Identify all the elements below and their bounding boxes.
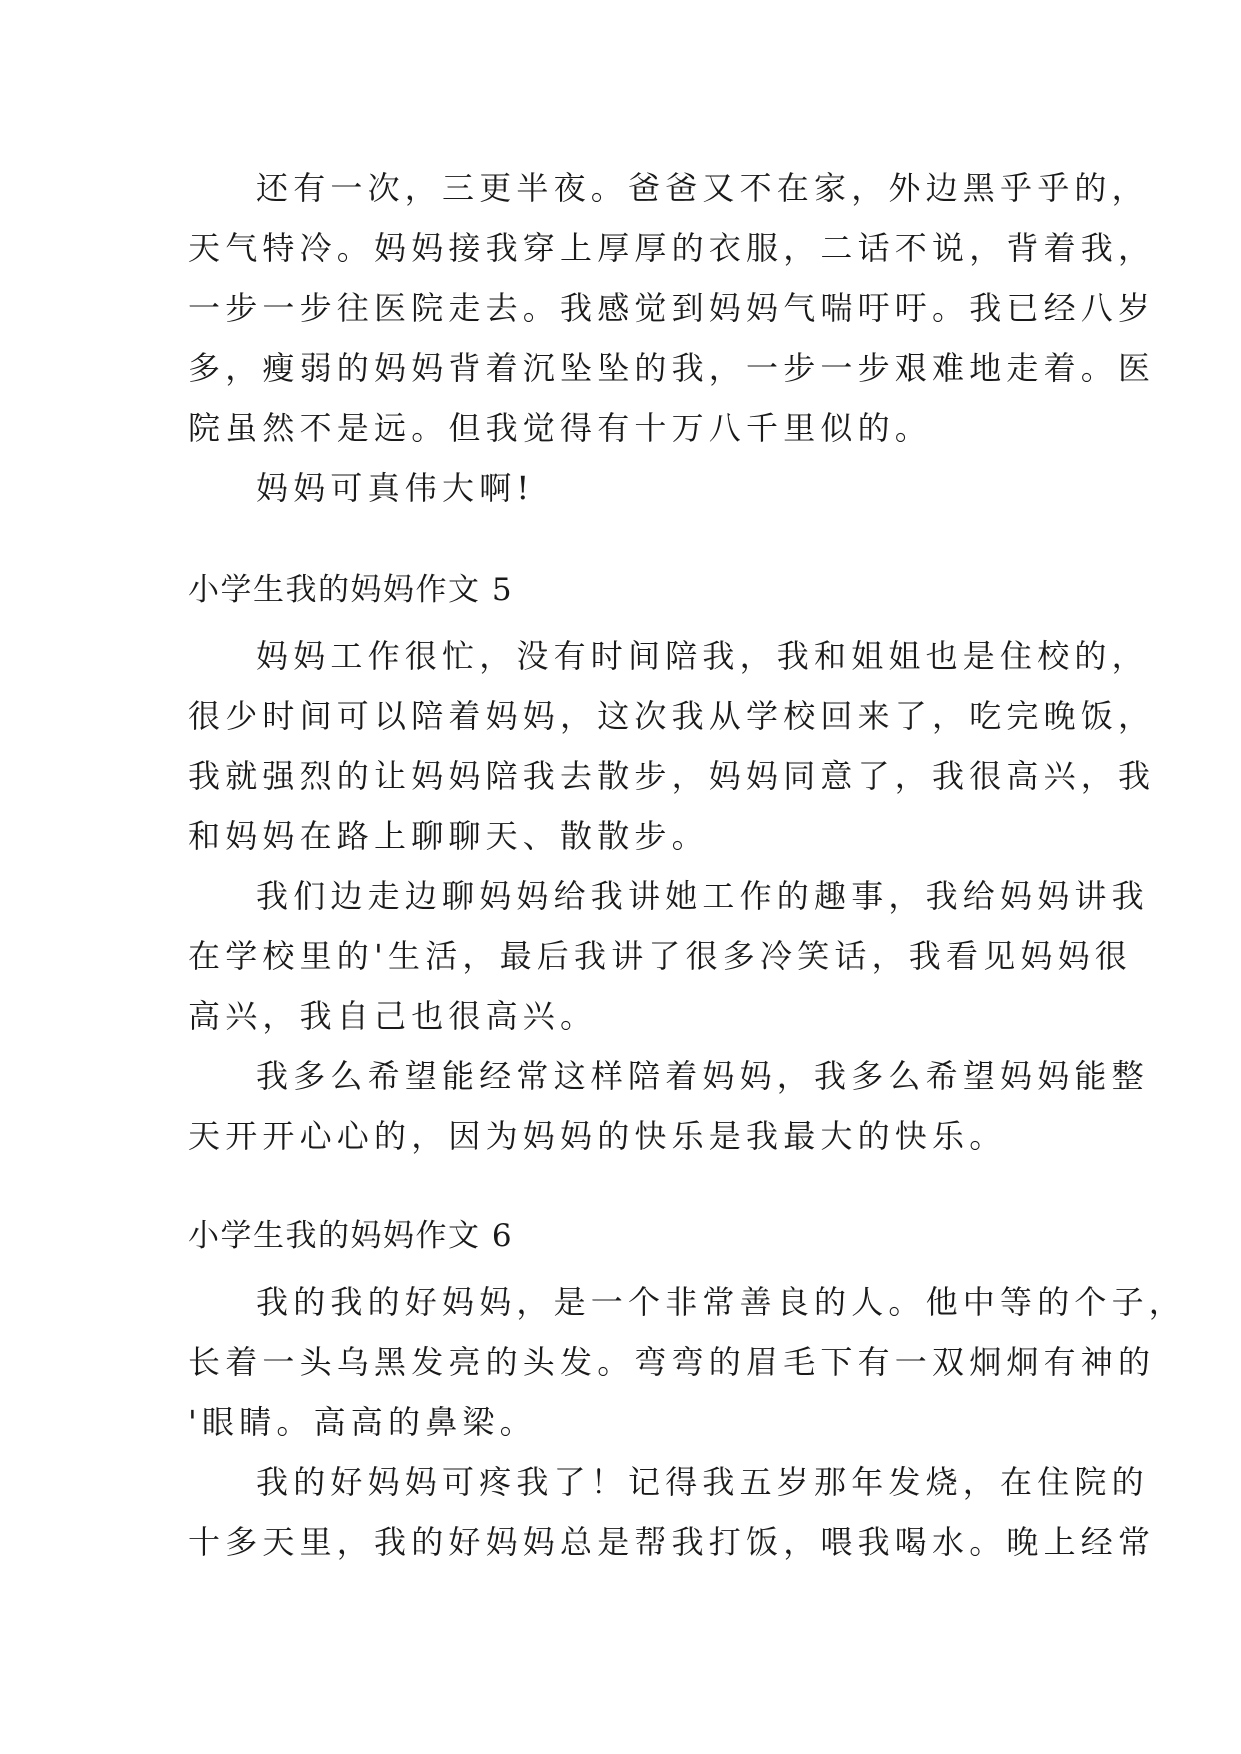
paragraph-line: 我的好妈妈可疼我了！记得我五岁那年发烧，在住院的 bbox=[256, 1463, 1149, 1501]
paragraph-line: 一步一步往医院走去。我感觉到妈妈气喘吁吁。我已经八岁 bbox=[188, 289, 1156, 327]
paragraph-line: 十多天里，我的好妈妈总是帮我打饭，喂我喝水。晚上经常 bbox=[188, 1523, 1156, 1561]
paragraph-line: 妈妈工作很忙，没有时间陪我，我和姐姐也是住校的， bbox=[256, 637, 1149, 675]
paragraph-line: 我们边走边聊妈妈给我讲她工作的趣事，我给妈妈讲我 bbox=[256, 877, 1149, 915]
paragraph-line: 在学校里的'生活，最后我讲了很多冷笑话，我看见妈妈很 bbox=[188, 937, 1132, 975]
paragraph-line: 妈妈可真伟大啊! bbox=[256, 469, 535, 507]
paragraph-line: 高兴，我自己也很高兴。 bbox=[188, 997, 598, 1035]
paragraph-line: 很少时间可以陪着妈妈，这次我从学校回来了，吃完晚饭， bbox=[188, 697, 1156, 735]
paragraph-line: 和妈妈在路上聊聊天、散散步。 bbox=[188, 817, 709, 855]
paragraph-line: '眼睛。高高的鼻梁。 bbox=[188, 1403, 537, 1441]
paragraph-line: 天开开心心的，因为妈妈的快乐是我最大的快乐。 bbox=[188, 1117, 1007, 1155]
paragraph-line: 多，瘦弱的妈妈背着沉坠坠的我，一步一步艰难地走着。医 bbox=[188, 349, 1156, 387]
section-heading: 小学生我的妈妈作文 6 bbox=[188, 1218, 514, 1254]
paragraph-line: 我的我的好妈妈，是一个非常善良的人。他中等的个子， bbox=[256, 1283, 1187, 1321]
paragraph-line: 长着一头乌黑发亮的头发。弯弯的眉毛下有一双炯炯有神的 bbox=[188, 1343, 1156, 1381]
paragraph-line: 我就强烈的让妈妈陪我去散步，妈妈同意了，我很高兴，我 bbox=[188, 757, 1156, 795]
paragraph-line: 院虽然不是远。但我觉得有十万八千里似的。 bbox=[188, 409, 933, 447]
paragraph-line: 我多么希望能经常这样陪着妈妈，我多么希望妈妈能整 bbox=[256, 1057, 1149, 1095]
paragraph-line: 天气特冷。妈妈接我穿上厚厚的衣服，二话不说，背着我， bbox=[188, 229, 1156, 267]
paragraph-line: 还有一次，三更半夜。爸爸又不在家，外边黑乎乎的， bbox=[256, 169, 1149, 207]
section-heading: 小学生我的妈妈作文 5 bbox=[188, 572, 514, 608]
